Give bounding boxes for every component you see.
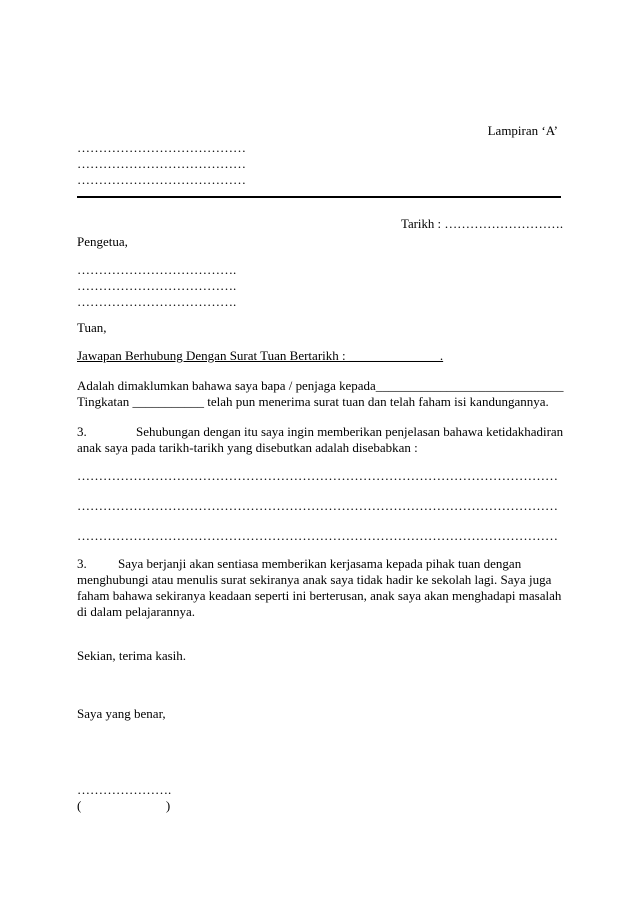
reason-line-2: ………………………………………………………………………………………………… <box>77 498 558 513</box>
recipient-line-2: ………………………………. <box>77 278 237 293</box>
recipient-line-3: ………………………………. <box>77 294 237 309</box>
salutation: Tuan, <box>77 320 107 335</box>
signature-name: ( ) <box>77 798 171 813</box>
paragraph-3-number: 3. <box>77 556 87 571</box>
sender-address-line-3: ………………………………… <box>77 172 246 187</box>
lampiran-label: Lampiran ‘A’ <box>487 123 558 138</box>
paragraph-3-line-4: di dalam pelajarannya. <box>77 604 196 619</box>
paragraph-3-line-3: faham bahawa sekiranya keadaan seperti ini berterusan, anak saya akan menghadapi masalah <box>77 588 562 603</box>
paragraph-2-line-2: anak saya pada tarikh-tarikh yang disebutkan adalah disebabkan : <box>77 440 418 455</box>
reason-line-1: ………………………………………………………………………………………………… <box>77 468 558 483</box>
signature-dots: …………………. <box>77 782 172 797</box>
recipient-line-1: ………………………………. <box>77 262 237 277</box>
closing-line: Sekian, terima kasih. <box>77 648 187 663</box>
paragraph-2-line-1: Sehubungan dengan itu saya ingin memberikan penjelasan bahawa ketidakhadiran <box>136 424 564 439</box>
signoff-line: Saya yang benar, <box>77 706 166 721</box>
recipient-title: Pengetua, <box>77 234 128 249</box>
sender-address-line-2: ………………………………… <box>77 156 246 171</box>
paragraph-1-line-1: Adalah dimaklumkan bahawa saya bapa / penjaga kepada_____________________________ <box>77 378 564 393</box>
paragraph-3-line-2: menghubungi atau menulis surat sekiranya anak saya tidak hadir ke sekolah lagi. Saya juga <box>77 572 552 587</box>
header-divider <box>77 196 561 198</box>
paragraph-1-line-2: Tingkatan ___________ telah pun menerima surat tuan dan telah faham isi kandungannya. <box>77 394 549 409</box>
sender-address-line-1: ………………………………… <box>77 140 246 155</box>
paragraph-2-number: 3. <box>77 424 87 439</box>
subject-line: Jawapan Berhubung Dengan Surat Tuan Bertarikh : ______________. <box>77 348 444 363</box>
reason-line-3: ………………………………………………………………………………………………… <box>77 528 558 543</box>
date-line: Tarikh : ………………………. <box>401 216 564 231</box>
paragraph-3-line-1: Saya berjanji akan sentiasa memberikan kerjasama kepada pihak tuan dengan <box>118 556 522 571</box>
